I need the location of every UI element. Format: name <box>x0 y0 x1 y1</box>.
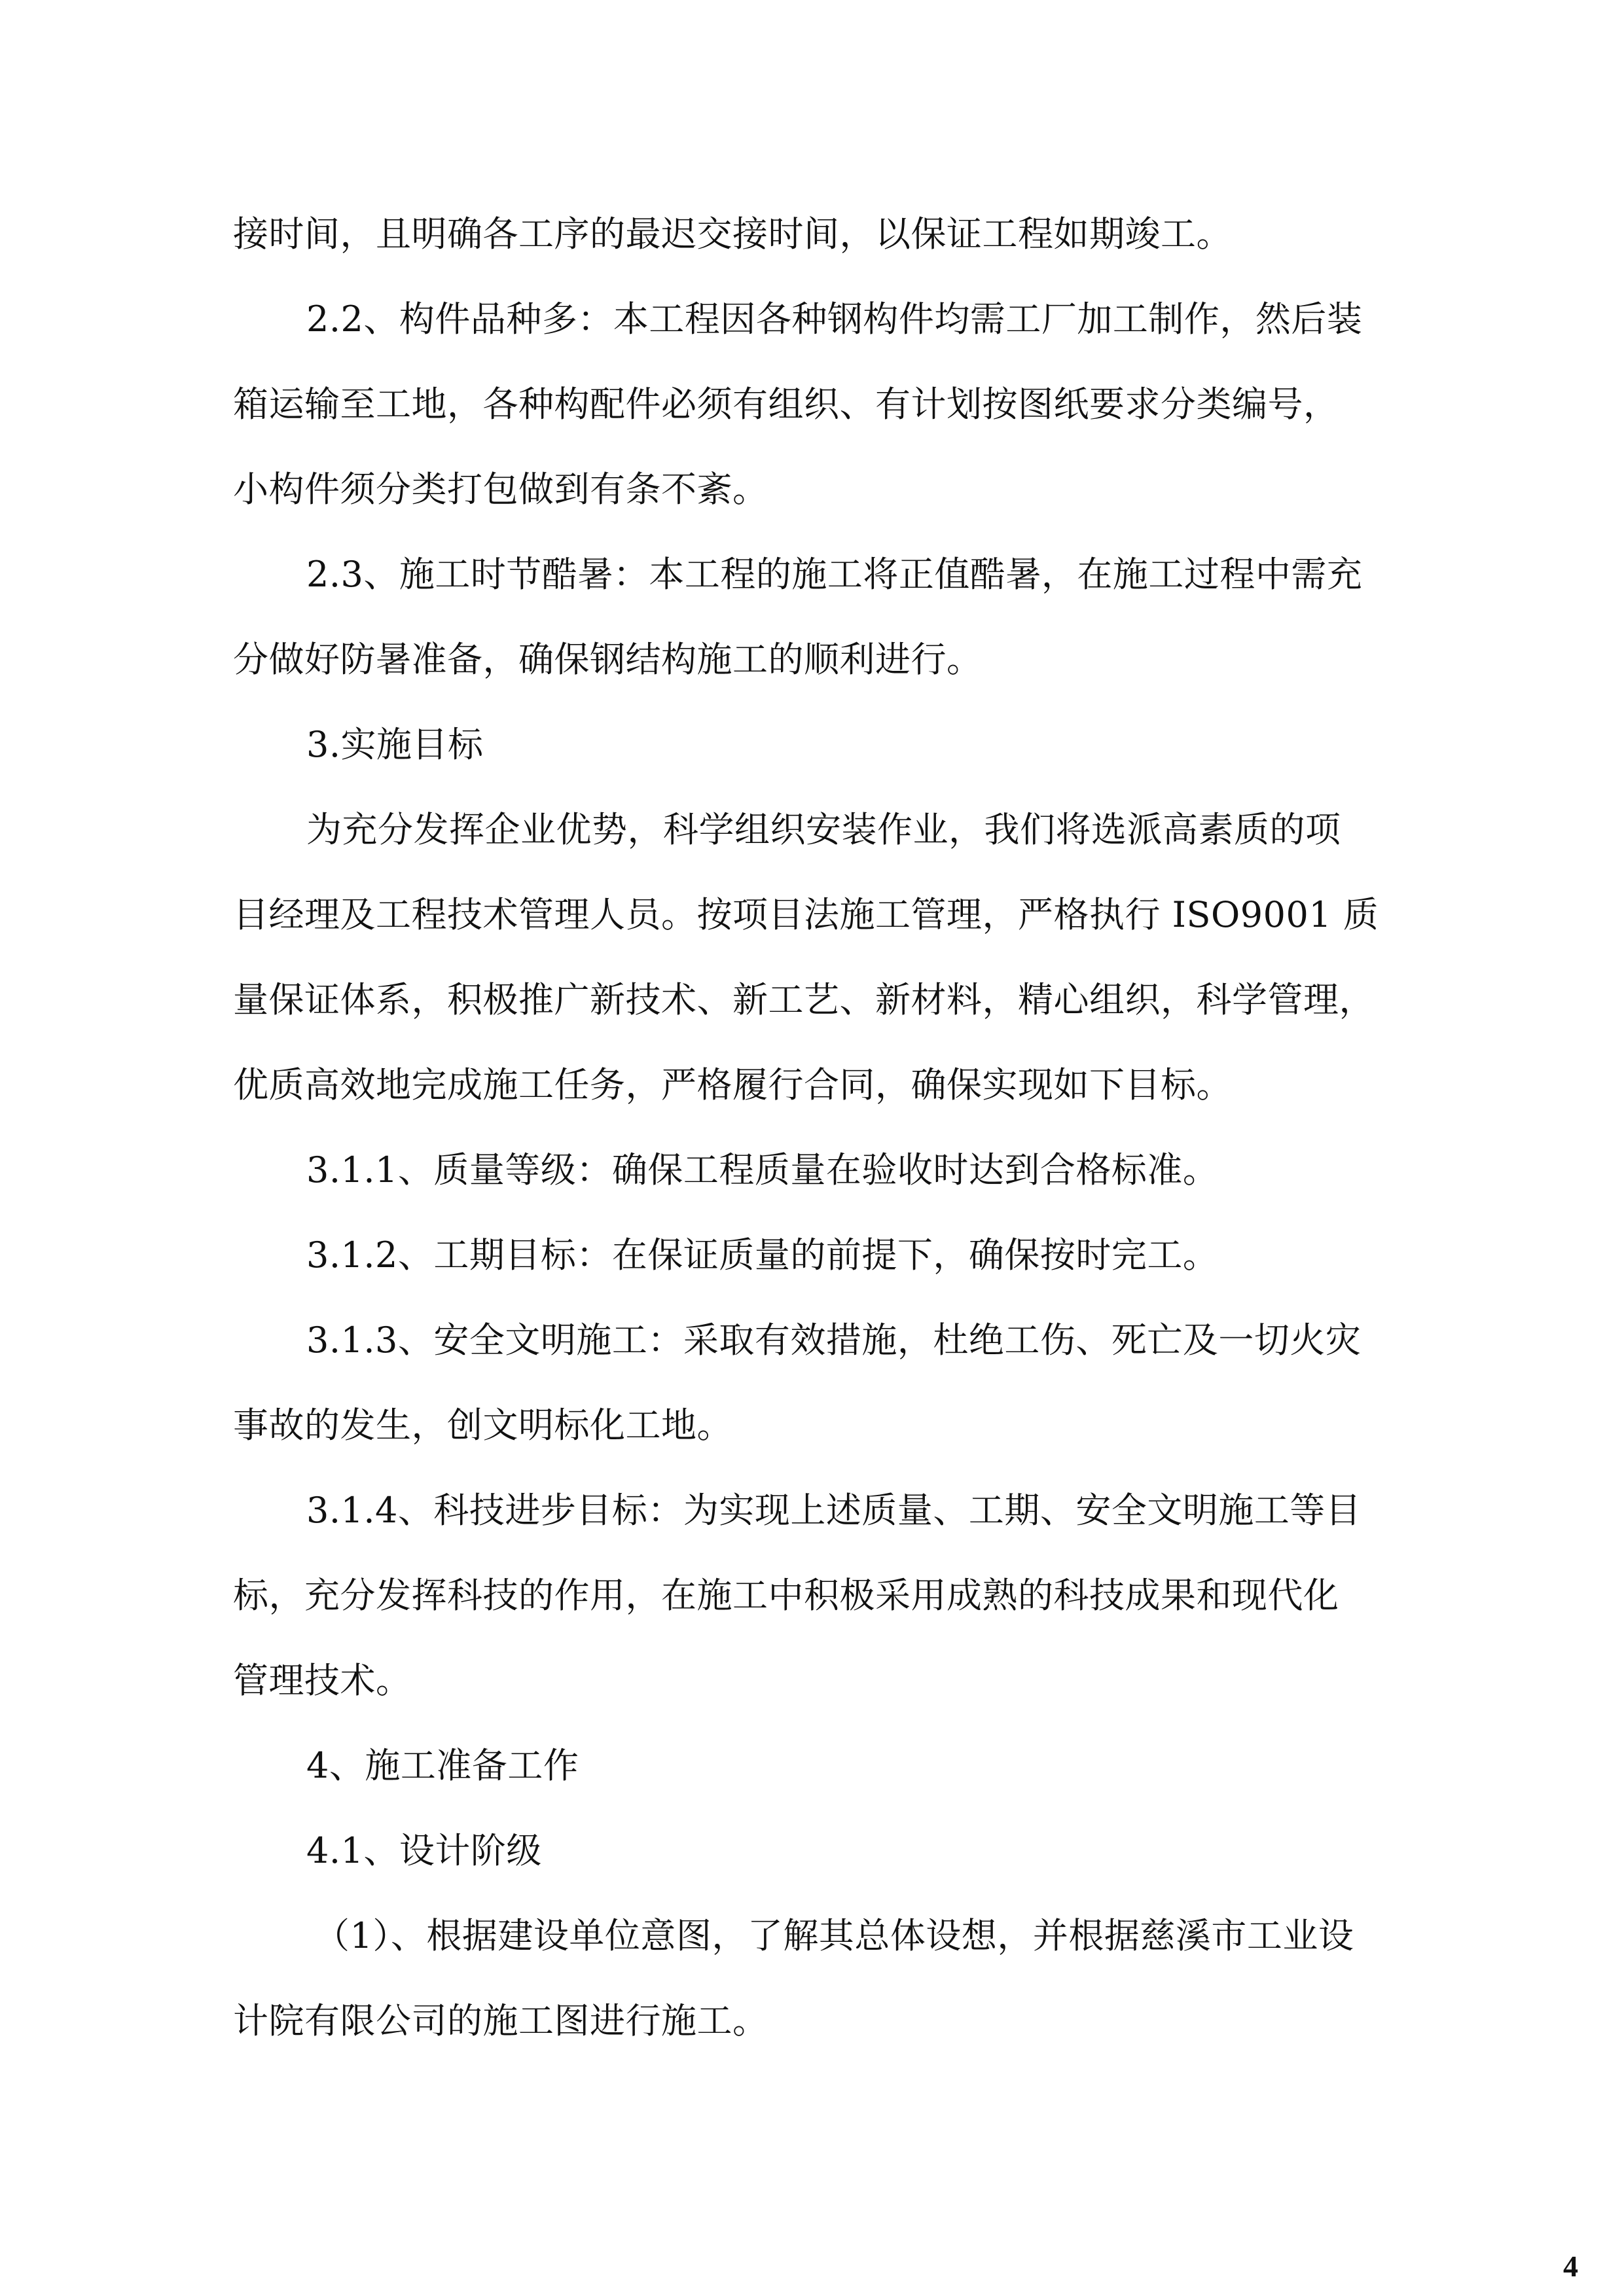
text-line-1: 接时间，且明确各工序的最迟交接时间，以保证工程如期竣工。 <box>233 213 1232 255</box>
text-line-10: 量保证体系，积极推广新技术、新工艺、新材料，精心组织，科学管理， <box>233 979 1375 1020</box>
section-heading-4-1: 4.1、设计阶级 <box>306 1830 542 1871</box>
text-line-13: 3.1.2、工期目标：在保证质量的前提下，确保按时完工。 <box>306 1234 1219 1276</box>
text-line-9: 目经理及工程技术管理人员。按项目法施工管理，严格执行 ISO9001 质 <box>233 894 1379 935</box>
text-line-21: （1）、根据建设单位意图，了解其总体设想，并根据慈溪市工业设 <box>314 1915 1354 1956</box>
text-line-16: 3.1.4、科技进步目标：为实现上述质量、工期、安全文明施工等目 <box>306 1490 1362 1531</box>
text-line-14: 3.1.3、安全文明施工：采取有效措施，杜绝工伤、死亡及一切火灾 <box>306 1319 1362 1361</box>
text-line-8: 为充分发挥企业优势，科学组织安装作业，我们将选派高素质的项 <box>306 809 1341 850</box>
text-line-15: 事故的发生，创文明标化工地。 <box>233 1405 732 1446</box>
text-line-18: 管理技术。 <box>233 1660 412 1701</box>
text-line-2: 2.2、构件品种多：本工程因各种钢构件均需工厂加工制作，然后装 <box>306 298 1363 340</box>
text-line-11: 优质高效地完成施工任务，严格履行合同，确保实现如下目标。 <box>233 1064 1232 1105</box>
text-line-3: 箱运输至工地，各种构配件必须有组织、有计划按图纸要求分类编号， <box>233 384 1339 425</box>
text-line-17: 标，充分发挥科技的作用，在施工中积极采用成熟的科技成果和现代化 <box>233 1575 1339 1616</box>
text-line-12: 3.1.1、质量等级：确保工程质量在验收时达到合格标准。 <box>306 1149 1219 1191</box>
text-line-4: 小构件须分类打包做到有条不紊。 <box>233 469 768 510</box>
text-line-22: 计院有限公司的施工图进行施工。 <box>233 2000 768 2041</box>
section-heading-4: 4、施工准备工作 <box>306 1745 579 1786</box>
text-line-5: 2.3、施工时节酷暑：本工程的施工将正值酷暑，在施工过程中需充 <box>306 554 1363 595</box>
section-heading-3: 3.实施目标 <box>306 724 484 765</box>
text-line-6: 分做好防暑准备，确保钢结构施工的顺利进行。 <box>233 639 983 680</box>
page-number: 4 <box>1563 2250 1578 2283</box>
